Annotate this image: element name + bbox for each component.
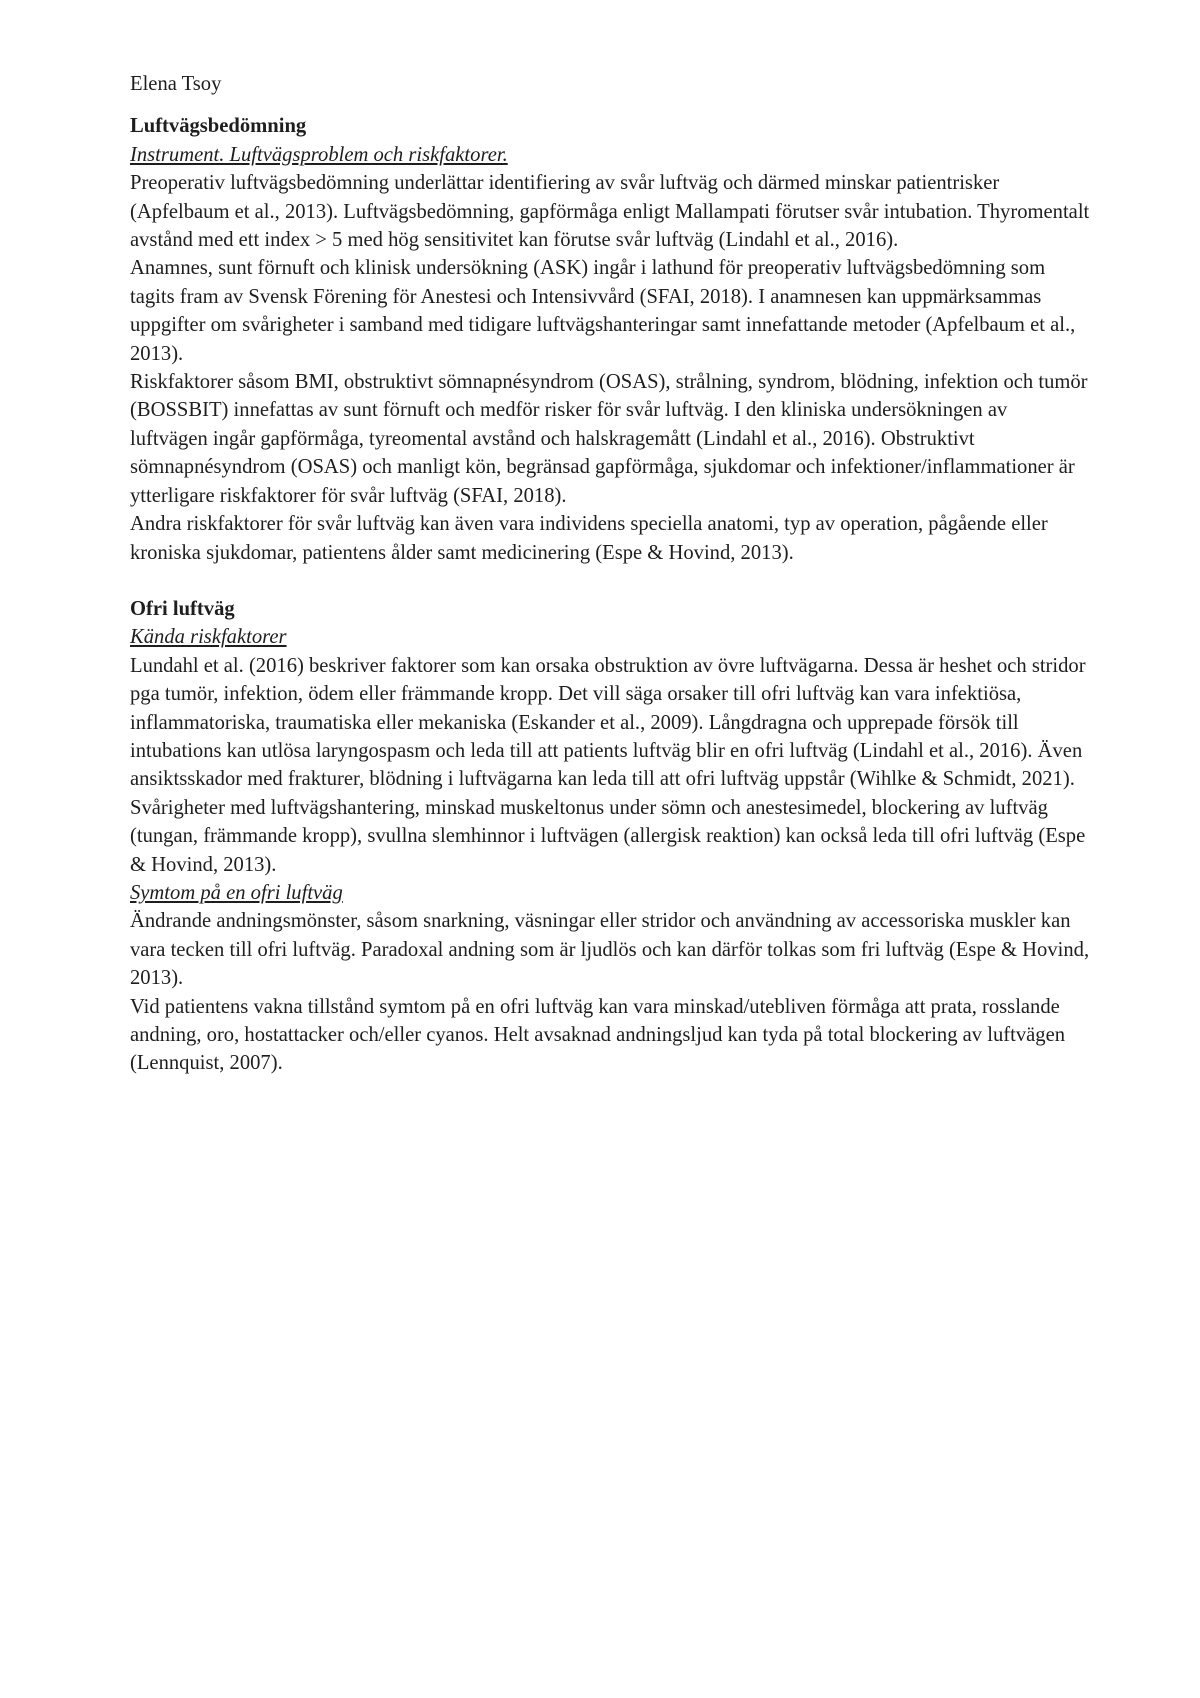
- section-luftvagsbedomning: [130, 112, 1090, 567]
- section-spacer: [130, 567, 1090, 595]
- paragraph: Andra riskfaktorer för svår luftväg kan även vara individens speciella anatomi, typ av operation, pågående eller kroniska sjukdomar, patientens ålder samt medicinering (Espe & Hovind, 2013).: [130, 513, 1048, 564]
- subsection-heading: Symtom på en ofri luftväg: [130, 881, 343, 904]
- paragraph: Lundahl et al. (2016) beskriver faktorer som kan orsaka obstruktion av övre luftvägarna. Dessa är heshet och stridor pga tumör, infektion, ödem eller främmande kropp. Det vill säga orsaker till ofri luftväg kan vara infektiösa, inflammatoriska, traumatiska eller mekaniska (Eskander et al., 2009). Långdragna och upprepade försök till intubations kan utlösa laryngospasm och leda till att patients luftväg blir en ofri luftväg (Lindahl et al., 2016). Även ansiktsskador med frakturer, blödning i luftvägarna kan leda till att ofri luftväg uppstår (Wihlke & Schmidt, 2021).: [130, 654, 1086, 791]
- paragraph: Vid patientens vakna tillstånd symtom på en ofri luftväg kan vara minskad/utebliven förmåga att prata, rosslande andning, oro, hostattacker och/eller cyanos. Helt avsaknad andningsljud kan tyda på total blockering av luftvägen (Lennquist, 2007).: [130, 995, 1066, 1075]
- subsection-heading: Kända riskfaktorer: [130, 626, 287, 649]
- section-heading: Luftvägsbedömning: [130, 115, 307, 138]
- section-heading: Ofri luftväg: [130, 597, 235, 620]
- paragraph: Riskfaktorer såsom BMI, obstruktivt sömnapnésyndrom (OSAS), strålning, syndrom, blödning, infektion och tumör (BOSSBIT) innefattas av sunt förnuft och medför risker för svår luftväg. I den kliniska undersökningen av luftvägen ingår gapförmåga, tyreomental avstånd och halskragemått (Lindahl et al., 2016). Obstruktivt sömnapnésyndrom (OSAS) och manligt kön, begränsad gapförmåga, sjukdomar och infektioner/inflammationer är ytterligare riskfaktorer för svår luftväg (SFAI, 2018).: [130, 371, 1088, 507]
- paragraph: Preoperativ luftvägsbedömning underlättar identifiering av svår luftväg och därmed minskar patientrisker (Apfelbaum et al., 2013). Luftvägsbedömning, gapförmåga enligt Mallampati förutser svår intubation. Thyromentalt avstånd med ett index > 5 med hög sensitivitet kan förutse svår luftväg (Lindahl et al., 2016).: [130, 172, 1090, 252]
- section-ofri-luftvag: [130, 595, 1090, 1078]
- subsection-heading: Instrument. Luftvägsproblem och riskfaktorer.: [130, 143, 508, 166]
- paragraph: Anamnes, sunt förnuft och klinisk undersökning (ASK) ingår i lathund för preoperativ luftvägsbedömning som tagits fram av Svensk Förening för Anestesi och Intensivvård (SFAI, 2018). I anamnesen kan uppmärksammas uppgifter om svårigheter i samband med tidigare luftvägshanteringar samt innefattande metoder (Apfelbaum et al., 2013).: [130, 257, 1076, 365]
- paragraph: Ändrande andningsmönster, såsom snarkning, väsningar eller stridor och användning av accessoriska muskler kan vara tecken till ofri luftväg. Paradoxal andning som är ljudlös och kan därför tolkas som fri luftväg (Espe & Hovind, 2013).: [130, 910, 1090, 990]
- paragraph: Svårigheter med luftvägshantering, minskad muskeltonus under sömn och anestesimedel, blockering av luftväg (tungan, främmande kropp), svullna slemhinnor i luftvägen (allergisk reaktion) kan också leda till ofri luftväg (Espe & Hovind, 2013).: [130, 796, 1086, 876]
- author-name: Elena Tsoy: [130, 73, 222, 95]
- document-page: [130, 70, 1090, 1078]
